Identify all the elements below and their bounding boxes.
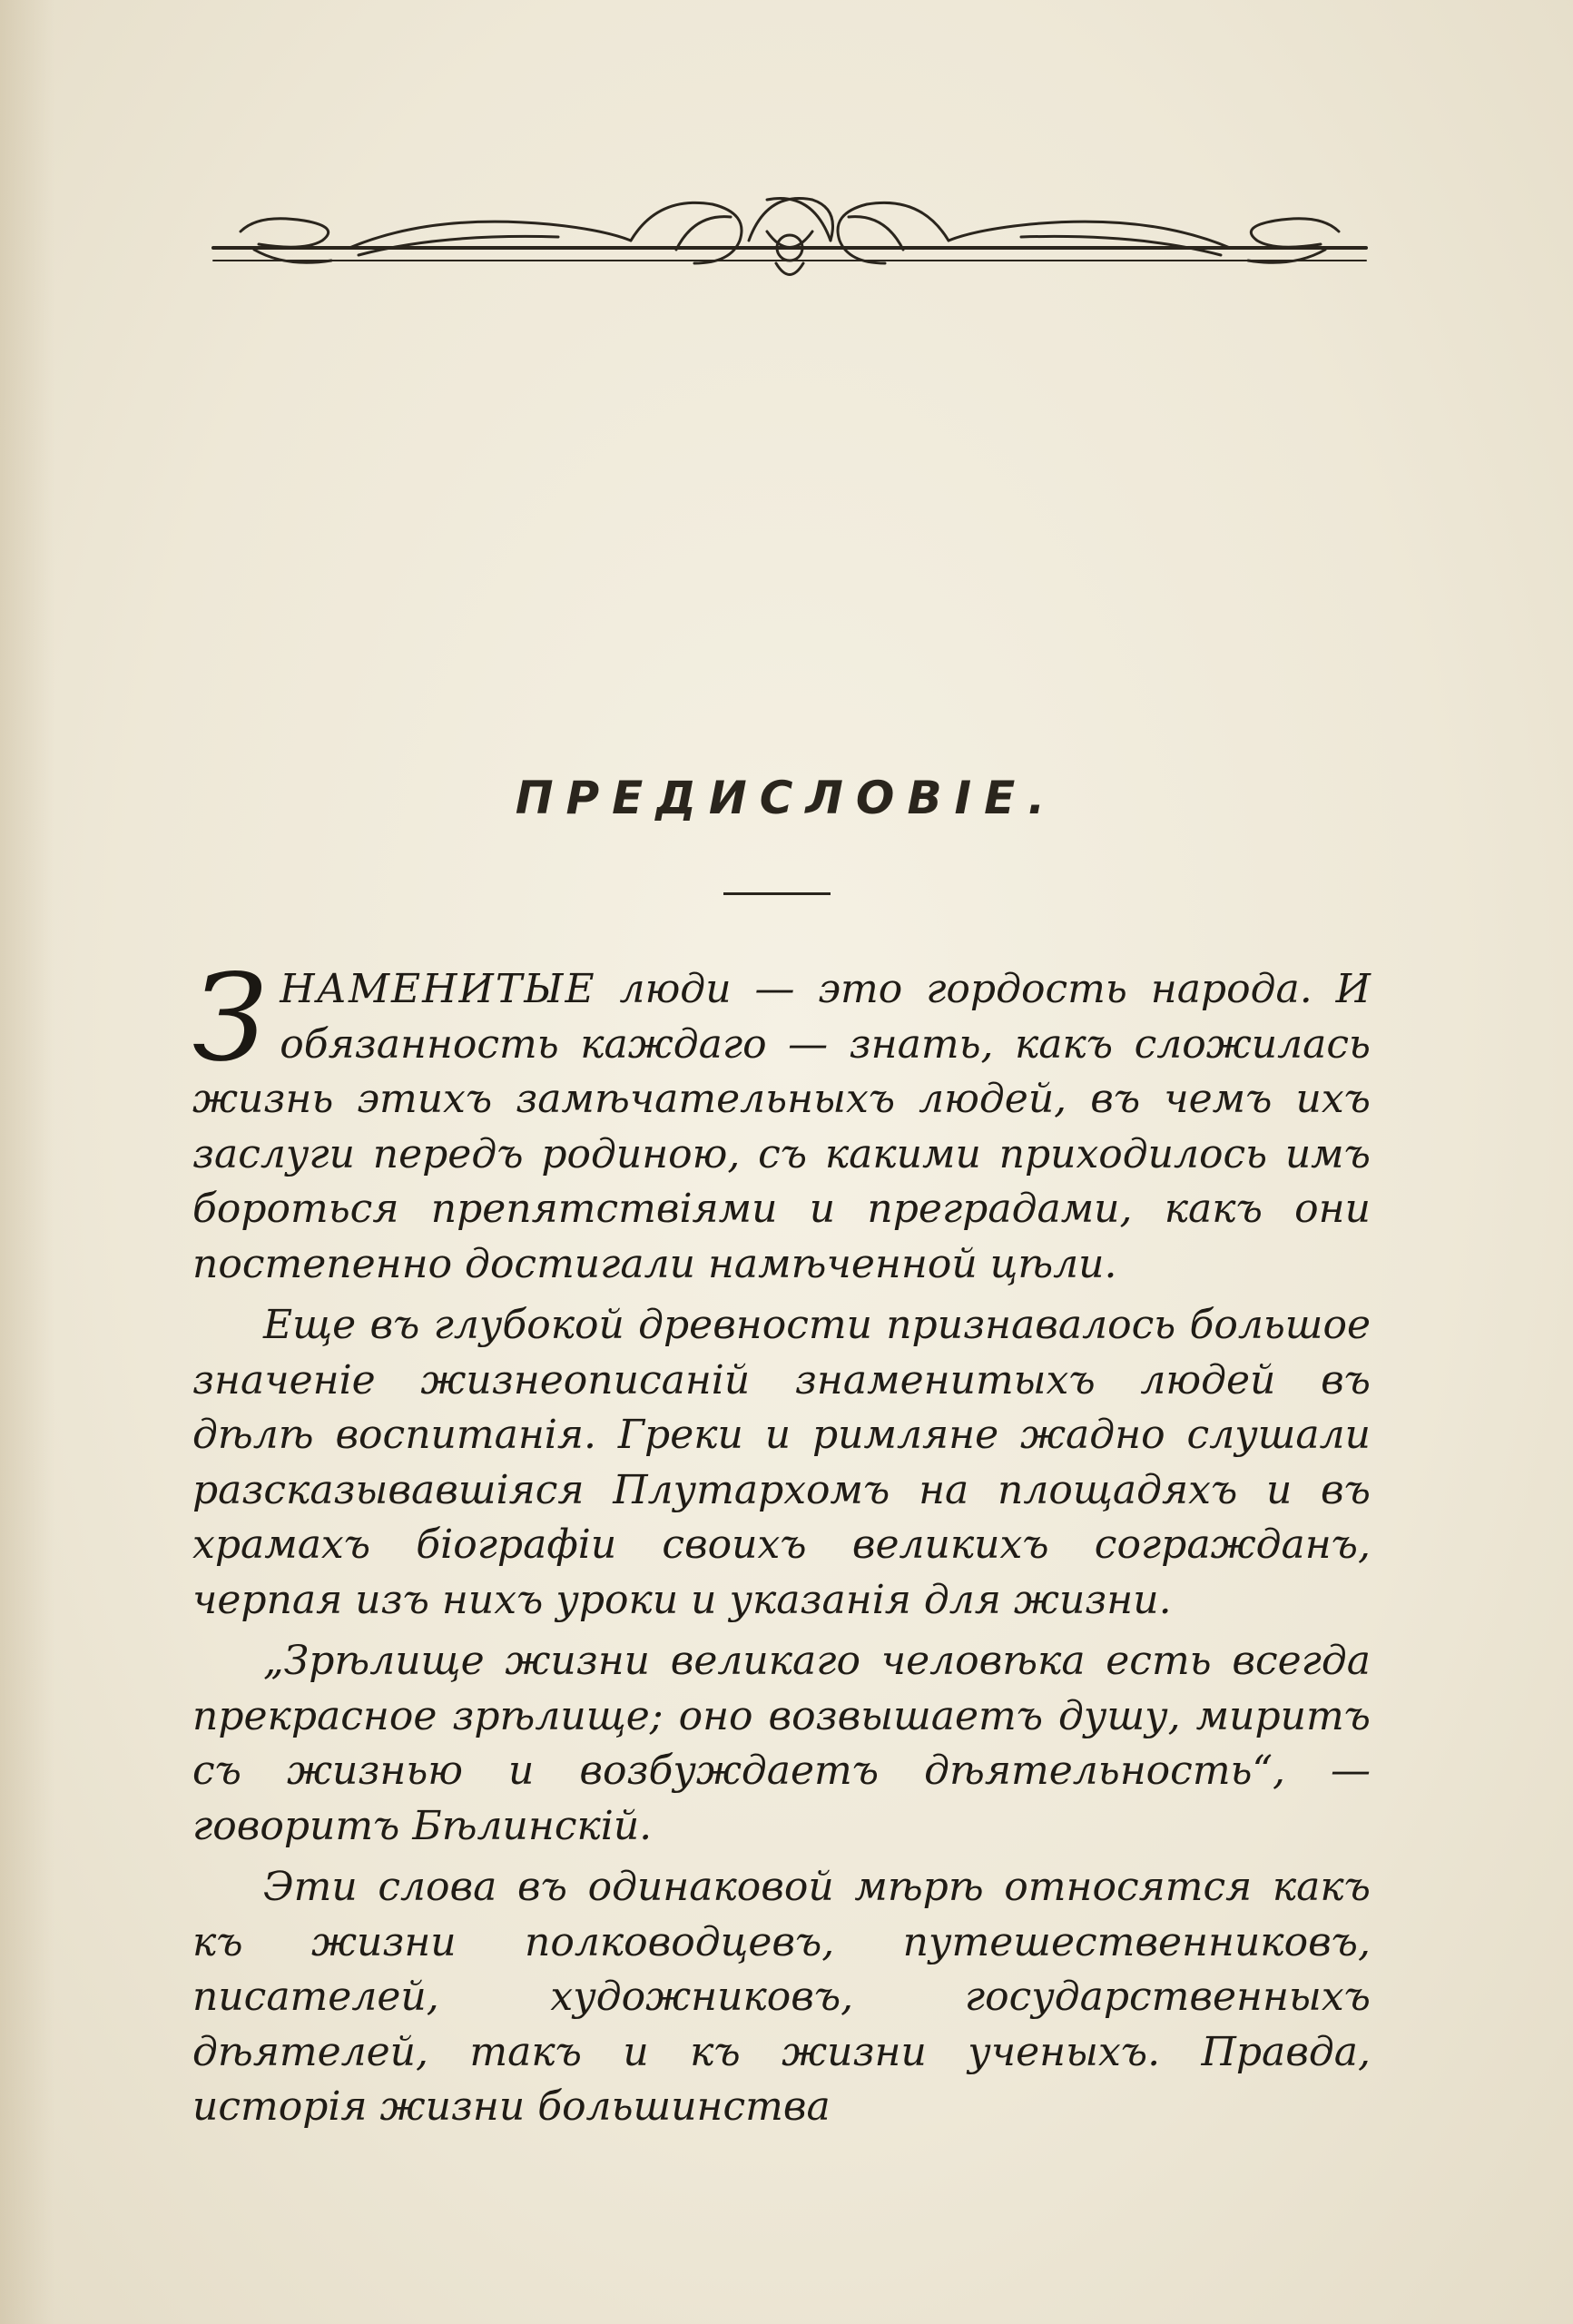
paragraph-1 — [192, 949, 1371, 1292]
paragraph-2: Еще въ глубокой древности признавалось большое значеніе жизнеописаній знаменитыхъ людей въ дѣлѣ воспитанія. Греки и римляне жадно слушали разсказывавшіяся Плутархомъ на площадяхъ и въ храмахъ біографіи своихъ великихъ согражданъ, черпая изъ нихъ уроки и указанія для жизни. — [192, 1302, 1371, 1623]
title-underline-divider — [723, 892, 831, 895]
paragraph-4: Эти слова въ одинаковой мѣрѣ относятся какъ къ жизни полководцевъ, путешественниковъ, писателей, художниковъ, государственныхъ дѣятелей, такъ и къ жизни ученыхъ. Правда, исторія жизни большинства — [192, 1864, 1371, 2130]
headpiece-ornament-icon — [204, 177, 1375, 295]
preface-body — [192, 949, 1371, 2142]
paragraph-text: люди — это гордость народа. И обязанность каждаго — знать, какъ сложилась жизнь этихъ замѣчательныхъ людей, въ чемъ ихъ заслуги передъ родиною, съ какими приходилось имъ бороться препятствіями и преградами, какъ они постепенно достигали намѣченной цѣли. — [192, 966, 1371, 1287]
drop-cap: З — [192, 949, 268, 1088]
paragraph-3: „Зрѣлище жизни великаго человѣка есть всегда прекрасное зрѣлище; оно возвышаетъ душу, миритъ съ жизнью и возбуждаетъ дѣятельность“, — говоритъ Бѣлинскій. — [192, 1638, 1371, 1849]
preface-title: ПРЕДИСЛОВІЕ. — [515, 772, 1058, 824]
paragraph-lead-word: НАМЕНИТЫЕ — [280, 966, 596, 1012]
